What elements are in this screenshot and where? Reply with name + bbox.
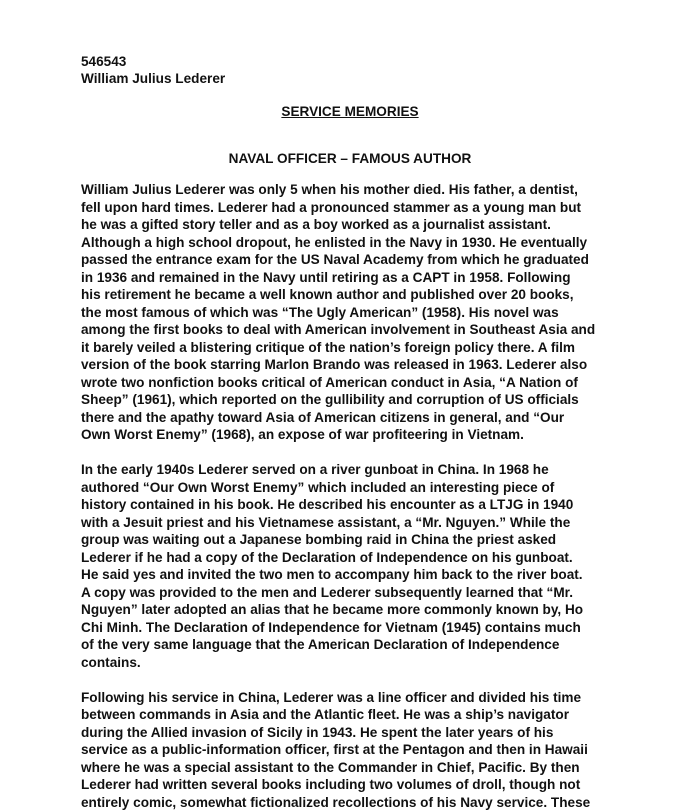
paragraph-line: William Julius Lederer was only 5 when his mother died. His father, a dentist, bbox=[81, 181, 681, 199]
paragraph-line: He said yes and invited the two men to accompany him back to the river boat. bbox=[81, 566, 681, 584]
paragraph-line: version of the book starring Marlon Brando was released in 1963. Lederer also bbox=[81, 356, 681, 374]
body-text bbox=[81, 181, 681, 811]
paragraph-line: authored “Our Own Worst Enemy” which included an interesting piece of bbox=[81, 479, 681, 497]
paragraph-line: Lederer had written several books including two volumes of droll, though not bbox=[81, 776, 681, 794]
section-title-text: SERVICE MEMORIES bbox=[281, 104, 418, 119]
paragraph-line: Following his service in China, Lederer was a line officer and divided his time bbox=[81, 689, 681, 707]
paragraph-2 bbox=[81, 461, 681, 671]
paragraph-line: Own Worst Enemy” (1968), an expose of war profiteering in Vietnam. bbox=[81, 426, 681, 444]
paragraph-1 bbox=[81, 181, 681, 444]
paragraph-line: Although a high school dropout, he enlisted in the Navy in 1930. He eventually bbox=[81, 234, 681, 252]
paragraph-line: Lederer if he had a copy of the Declaration of Independence on his gunboat. bbox=[81, 549, 681, 567]
paragraph-line: fell upon hard times. Lederer had a pronounced stammer as a young man but bbox=[81, 199, 681, 217]
paragraph-line: entirely comic, somewhat fictionalized recollections of his Navy service. These bbox=[81, 794, 681, 811]
paragraph-line: in 1936 and remained in the Navy until retiring as a CAPT in 1958. Following bbox=[81, 269, 681, 287]
document-id-number: 546543 bbox=[81, 54, 126, 70]
paragraph-line: history contained in his book. He described his encounter as a LTJG in 1940 bbox=[81, 496, 681, 514]
paragraph-line: contains. bbox=[81, 654, 681, 672]
subject-name: William Julius Lederer bbox=[81, 71, 225, 87]
paragraph-line: it barely veiled a blistering critique of the nation’s foreign policy there. A film bbox=[81, 339, 681, 357]
paragraph-line: Nguyen” later adopted an alias that he became more commonly known by, Ho bbox=[81, 601, 681, 619]
section-title bbox=[0, 104, 700, 119]
paragraph-line: Chi Minh. The Declaration of Independence for Vietnam (1945) contains much bbox=[81, 619, 681, 637]
paragraph-line: the most famous of which was “The Ugly American” (1958). His novel was bbox=[81, 304, 681, 322]
paragraph-line: Sheep” (1961), which reported on the gullibility and corruption of US officials bbox=[81, 391, 681, 409]
paragraph-line: In the early 1940s Lederer served on a river gunboat in China. In 1968 he bbox=[81, 461, 681, 479]
paragraph-line: between commands in Asia and the Atlantic fleet. He was a ship’s navigator bbox=[81, 706, 681, 724]
paragraph-line: where he was a special assistant to the Commander in Chief, Pacific. By then bbox=[81, 759, 681, 777]
paragraph-line: group was waiting out a Japanese bombing raid in China the priest asked bbox=[81, 531, 681, 549]
paragraph-line: with a Jesuit priest and his Vietnamese assistant, a “Mr. Nguyen.” While the bbox=[81, 514, 681, 532]
paragraph-line: wrote two nonfiction books critical of American conduct in Asia, “A Nation of bbox=[81, 374, 681, 392]
paragraph-line: he was a gifted story teller and as a boy worked as a journalist assistant. bbox=[81, 216, 681, 234]
paragraph-3 bbox=[81, 689, 681, 811]
paragraph-line: there and the apathy toward Asia of American citizens in general, and “Our bbox=[81, 409, 681, 427]
subtitle: NAVAL OFFICER – FAMOUS AUTHOR bbox=[0, 151, 700, 166]
paragraph-line: of the very same language that the American Declaration of Independence bbox=[81, 636, 681, 654]
paragraph-line: passed the entrance exam for the US Naval Academy from which he graduated bbox=[81, 251, 681, 269]
paragraph-line: among the first books to deal with American involvement in Southeast Asia and bbox=[81, 321, 681, 339]
paragraph-line: A copy was provided to the men and Lederer subsequently learned that “Mr. bbox=[81, 584, 681, 602]
paragraph-line: during the Allied invasion of Sicily in 1943. He spent the later years of his bbox=[81, 724, 681, 742]
paragraph-line: his retirement he became a well known author and published over 20 books, bbox=[81, 286, 681, 304]
paragraph-line: service as a public-information officer, first at the Pentagon and then in Hawaii bbox=[81, 741, 681, 759]
